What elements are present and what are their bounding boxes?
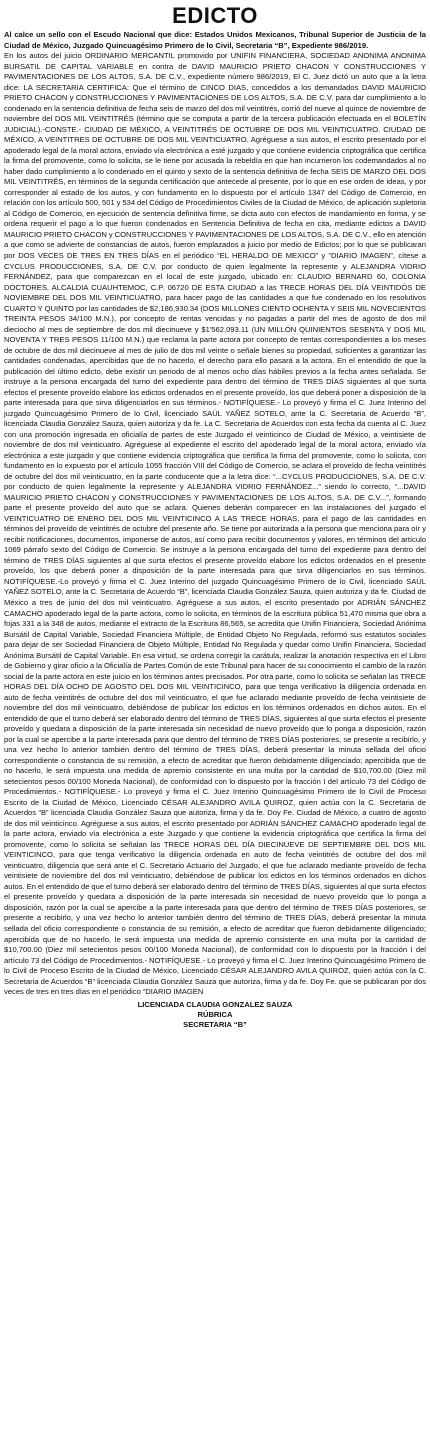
signature-rubric: RÚBRICA	[197, 1010, 233, 1019]
edict-body-text: En los autos del juicio ORDINARIO MERCANTIL promovido por UNIFIN FINANCIERA, SOCIEDAD ANONIMA ANONIMA BURSATIL DE CAPITAL VARIABLE en contra de DAVID MAURICIO PRIETO CHACON Y CONSTRUCCIONES Y PAVIMENTACIONES DE LOS ALTOS, S.A. DE C.V., expediente número 986/2019, El C. Juez dictó un auto que a la letra dice: LA SECRETARIA CERTIFICA: Que el término de CINCO DIAS, concedidos a los demandados DAVID MAURICIO PRIETO CHACON y CONSTRUCCIONES Y PAVIMENTACIONES DE LOS ALTOS, S.A. DE C.V. para dar cumplimiento a lo condenado en la sentencia definitiva de fecha seis de marzo del dos mil veintitrés, corrió del nueve al quince de noviembre de noviembre del DOS MIL VEINTITRÉS (término que se computa a partir de la tercera publicación efectuada en el BOLETÍN JUDICIAL).-CONSTE.- CIUDAD DE MÉXICO, A VEINTITRÉS DE OCTUBRE DE DOS MIL VEINTICUATRO. CIUDAD DE MÉXICO, A VEINTITRES DE OCTUBRE DE DOS MIL VEINTICUATRO. Agréguese a sus autos, el escrito presentado por el apoderado legal de la moral actora, enviado vía electrónica a esté juzgado y que contiene evidencia criptográfica que certifica la firma del promovente, como lo solicita, se le tiene por acusada la rebeldía en que han incurrieron los codemandados al no haber dado cumplimiento a lo condenado en el quinto y sexto de la sentencia definitiva de fecha SEIS DE MARZO DEL DOS MIL VEINTITRÉS, en términos de la segunda certificación que antecede al presente, por lo que en ese orden de ideas, y por corresponder al estado de los autos, y con fundamento en lo dispuesto por el artículo 1347 del Código de Comercio, en relación con los artículo 500, 501 y 534 del Código de Procedimientos Civiles de la Ciudad de México, de aplicación supletoria al Código de Comercio, en ejecución de sentencia definitiva firme, se dicta auto con efectos de mandamiento en forma, y se ordena requerir el pago a lo que fueron condenados en Sentencia Definitiva de fecha en cita, mediante edictos a DAVID MAURICIO PRIETO CHACON y CONSTRUCCIONES Y PAVIMENTACIONES DE LOS ALTOS, S.A. DE C.V., ello en atención a que como se advierte de constancias de autos, fueron emplazados a juicio por medio de Edictos; por lo que se publicaran por DOS VECES DE TRES EN TRES DÍAS en el periódico “EL HERALDO DE MEXICO” y “DIARIO IMAGEN”, cítese a CYCLUS PRODUCCIONES, S.A. DE C.V. por conducto de quien legalmente la represente y ALEJANDRA VIDRIO FERNÁNDEZ, para que comparezcan en el local de este juzgado, ubicado en: CLAUDIO BERNARD 60, COLONIA DOCTORES, ALCALDIA CUAUHTEMOC, C.P. 06720 DE ESTA CIUDAD a las TRECE HORAS DEL DÍA VEINTIDÓS DE NOVIEMBRE DEL DOS MIL VEINTICUATRO, para hacer pago de las cantidades a que fue condenado en los resolutivos CUARTO Y QUINTO por las cantidades de $2,186,930.34 (DOS MILLONES CIENTO OCHENTA Y SEIS MIL NOVECIENTOS TREINTA PESOS 34/100 M.N.), por concepto de rentas vencidas y no pagadas a partir del mes de agosto de dos mil dieciocho al mes de septiembre de dos mil diecinueve y $1'562,093.11 (UN MILLÓN QUINIENTOS SESENTA Y DOS MIL NOVENTA Y TRES PESOS 11/100 M.N.) que reclama la parte actora por concepto de rentas correspondientes a los meses de octubre de dos mil diecinueve al mes de julio de dos mil veinte o señale bienes su propiedad, suficientes a garantizar las cantidades condenadas, apercibidas que de no hacerlo, el derecho para ello pasará a la actora. En el entendido de que la publicación del último edicto, debe existir un periodo de al menos ocho días hábiles previos a la fecha antes señalada. Se instruye a la persona encargada del turno del expediente para dentro del término de TRES DÍAS siguientes al que surta efectos el presente proveído elabore los edictos ordenados en el presente proveído, los que deberá poner a disposición de la parte interesada para que sirva diligenciarlos en sus términos.- NOTIFÍQUESE.- Lo proveyó y firma el C. Juez Interino del juzgado Quincuagésimo Primero de lo Civil, licenciado SAÚL YAÑEZ SOTELO, ante la C. Secretaria de Acuerdo “B”, licenciada Claudia González Sauza, quien autoriza y da fe. La C. Secretaria de Acuerdos con esta fecha da cuenta al C. Juez con una promoción ingresada en oficialía de partes de este Juzgado el veinticinco de Ciudad de México, a veintisiete de noviembre de dos mil veinticuatro. Agréguese al expediente el escrito del apoderado legal de la moral actora, enviado vía electrónica a este juzgado y que contiene evidencia criptográfica que certifica la firma del promovente, como lo solicita, con fundamento en lo expuesto por el artículo 1055 fracción VIII del Código de Comercio, se aclara el proveído de fecha veintitrés de octubre del dos mil veinticuatro, en la parte conducente que a la letra dice: “...CYCLUS PRODUCCIONES, S.A. DE C.V. por conducto de quien legalmente la represente y ALEJANDRA VIDRIO FERNÁNDEZ...” siendo lo correcto, “...DAVID MAURICIO PRIETO CHACON y CONSTRUCCIONES Y PAVIMENTACIONES DE LOS ALTOS, S.A. DE C.V...”, formando parte el presente proveído del auto que se aclara. Quienes deberán comparecer en las instalaciones del juzgado el VEINTICUATRO DE ENERO DEL DOS MIL VEINTICINCO A LAS TRECE HORAS, para el pago de las cantidades en términos del proveído de veintitrés de octubre del presente año. Se tiene por autorizada a la persona que menciona para oír y recibir notificaciones, documentos, imponerse de autos, así como para recibir documentos y valores, en términos del artículo 1069 párrafo sexto del Código de Comercio. Se instruye a la persona encargada del turno del expediente para dentro del término de TRES DÍAS siguientes al que surta efectos el presente proveído elabore los edictos ordenados en el presente proveído, los que deberá poner a disposición de la parte interesada para que sirva diligenciarlos en sus términos. NOTIFÍQUESE.-Lo proveyó y firma el C. Juez Interino del juzgado Quincuagésimo Primero de lo Civil, licenciado SAÚL YAÑEZ SOTELO, ante la C. Secretaria de Acuerdo “B”, licenciada Claudia González Sauza, quien autoriza y da fe. Ciudad de México a tres de junio del dos mil veinticuatro. Agréguese a sus autos, el escrito presentado por ADRIÁN SÁNCHEZ CAMACHO apoderado legal de la parte actora, como lo solicita, en términos de la escritura pública 51,470 misma que obra a fojas 331 a la 348 de autos, mediante el extracto de la Escritura 86,565, se acredita que Unifin Financiera, Sociedad Anónima Bursátil de Capital Variable, Sociedad Financiera Múltiple, de Entidad Objeto No Regulada, reformó sus estatutos sociales para dejar de ser Sociedad Financiera de Objeto Múltiple, Entidad No Regulada y quedar como Unifin Financiera, Sociedad Anónima Bursátil de Capital Variable. En esa virtud, se ordena corregir la carátula, realizar la anotación respectiva en el Libro de Gobierno y girar oficio a la Oficialía de Partes Común de este Tribunal para hacer de su conocimiento el cambio de la razón social de la parte actora en este juicio en los términos antes precisados. Por otra parte, como lo solicita se señalan las TRECE HORAS DEL DÍA OCHO DE AGOSTO DEL DOS MIL VEINTICINCO, para que tenga verificativo la diligencia ordenada en auto de fecha veintitrés de octubre del dos mil veinticuatro, el que fue aclarado mediante proveído de fecha veintisiete de noviembre del dos mil veinticuatro, debiéndose de publicar los edictos en los términos ordenados en dichos autos. En el entendido de que el turno deberá ser elaborado dentro del término de TRES DÍAS, siguientes al que surta efectos el presente proveído y quedara a disposición de la parte interesada sin necesidad de nuevo proveído que lo ponga a disposición, razón por la cual se apercibe a la parte interesada para que dentro del término de TRES DÍAS posteriores, se presente a recibirlo, y una vez hecho lo anterior también dentro del término de TRES DÍAS, deberá presentar la minuta sellada del oficio correspondiente o constancia de su remisión, a efecto de acreditar que fueron debidamente diligenciado; apercibida que de no hacerlo, le será impuesta una medida de apremio consistente en una multa por la cantidad de $10,700.00 (Diez mil setecientos pesos 00/100 Moneda Nacional), de conformidad con lo dispuesto por la fracción I del artículo 73 del Código de Procedimientos.- NOTIFÍQUESE.- Lo proveyó y firma el C. Juez Interino Quincuagésimo Primero de lo Civil de Proceso Escrito de la Ciudad de México, Licenciado CÉSAR ALEJANDRO AVILA QUIROZ, quien actúa con la C. Secretaria de Acuerdos “B” licenciada Claudia González Sauza que autoriza, firma y da fe. Doy Fe. Ciudad de México, a cuatro de agosto de dos mil veinticinco. Agréguese a sus autos, el escrito presentado por ADRIÁN SÁNCHEZ CAMACHO apoderado legal de la parte actora, enviado vía electrónica a este Juzgado y que contiene la evidencia criptográfica que certifica la firma del promovente, como lo solicita se señalan las TRECE HORAS DEL DÍA DIECINUEVE DE SEPTIEMBRE DEL DOS MIL VEINTICINCO, para que tenga verificativo la diligencia ordenada en auto de fecha veintitrés de octubre del dos mil veinticuatro, diligencia que será ante el C. Secretario Actuario del Juzgado, el que fue aclarado mediante proveído de fecha veintisiete de noviembre del dos mil veinticuatro, debiéndose de publicar los edictos en los términos ordenados en dichos autos. En el entendido de que el turno deberá ser elaborado dentro del término de TRES DÍAS, siguientes al que surta efectos el presente proveído y quedara a disposición de la parte interesada sin necesidad de nuevo proveído que lo ponga a disposición, razón por la cual se apercibe a la parte interesada para que dentro del término de TRES DÍAS posteriores, se presente a recibirlo, y una vez hecho lo anterior también dentro del término de TRES DÍAS, deberá presentar la minuta sellada del oficio correspondiente o constancia de su remisión, a efecto de acreditar que fueron debidamente diligenciado; apercibida que de no hacerlo, le será impuesta una medida de apremio consistente en una multa por la cantidad de $10,700.00 (Diez mil setecientos pesos 00/100 Moneda Nacional), de conformidad con lo dispuesto por la fracción I del artículo 73 del Código de Procedimientos.- NOTIFÍQUESE.- Lo proveyó y firma el C. Juez Interino Quincuagésimo Primero de lo Civil de Proceso Escrito de la Ciudad de México, Licenciado CÉSAR ALEJANDRO AVILA QUIROZ, quien actúa con la C. Secretaria de Acuerdos “B” licenciada Claudia González Sauza que autoriza, firma y da fe. Doy Fe. que se publicaran por dos veces de tres en tres días en el periódico “DIARIO IMAGEN	[4, 51, 426, 997]
signatory-position: SECRETARIA “B”	[183, 1020, 247, 1030]
signatory-name: LICENCIADA CLAUDIA GONZALEZ SAUZA	[137, 999, 293, 1009]
edict-notice	[4, 4, 426, 1031]
signature-block	[4, 1000, 426, 1031]
court-seal-header: Al calce un sello con el Escudo Nacional que dice: Estados Unidos Mexicanos, Tribunal Superior de Justicia de la Ciudad de México, Juzgado Quincuagésimo Primero de lo Civil, Secretaria “B”, Expediente 986/2019.	[4, 30, 426, 50]
edict-title: EDICTO	[172, 3, 258, 28]
